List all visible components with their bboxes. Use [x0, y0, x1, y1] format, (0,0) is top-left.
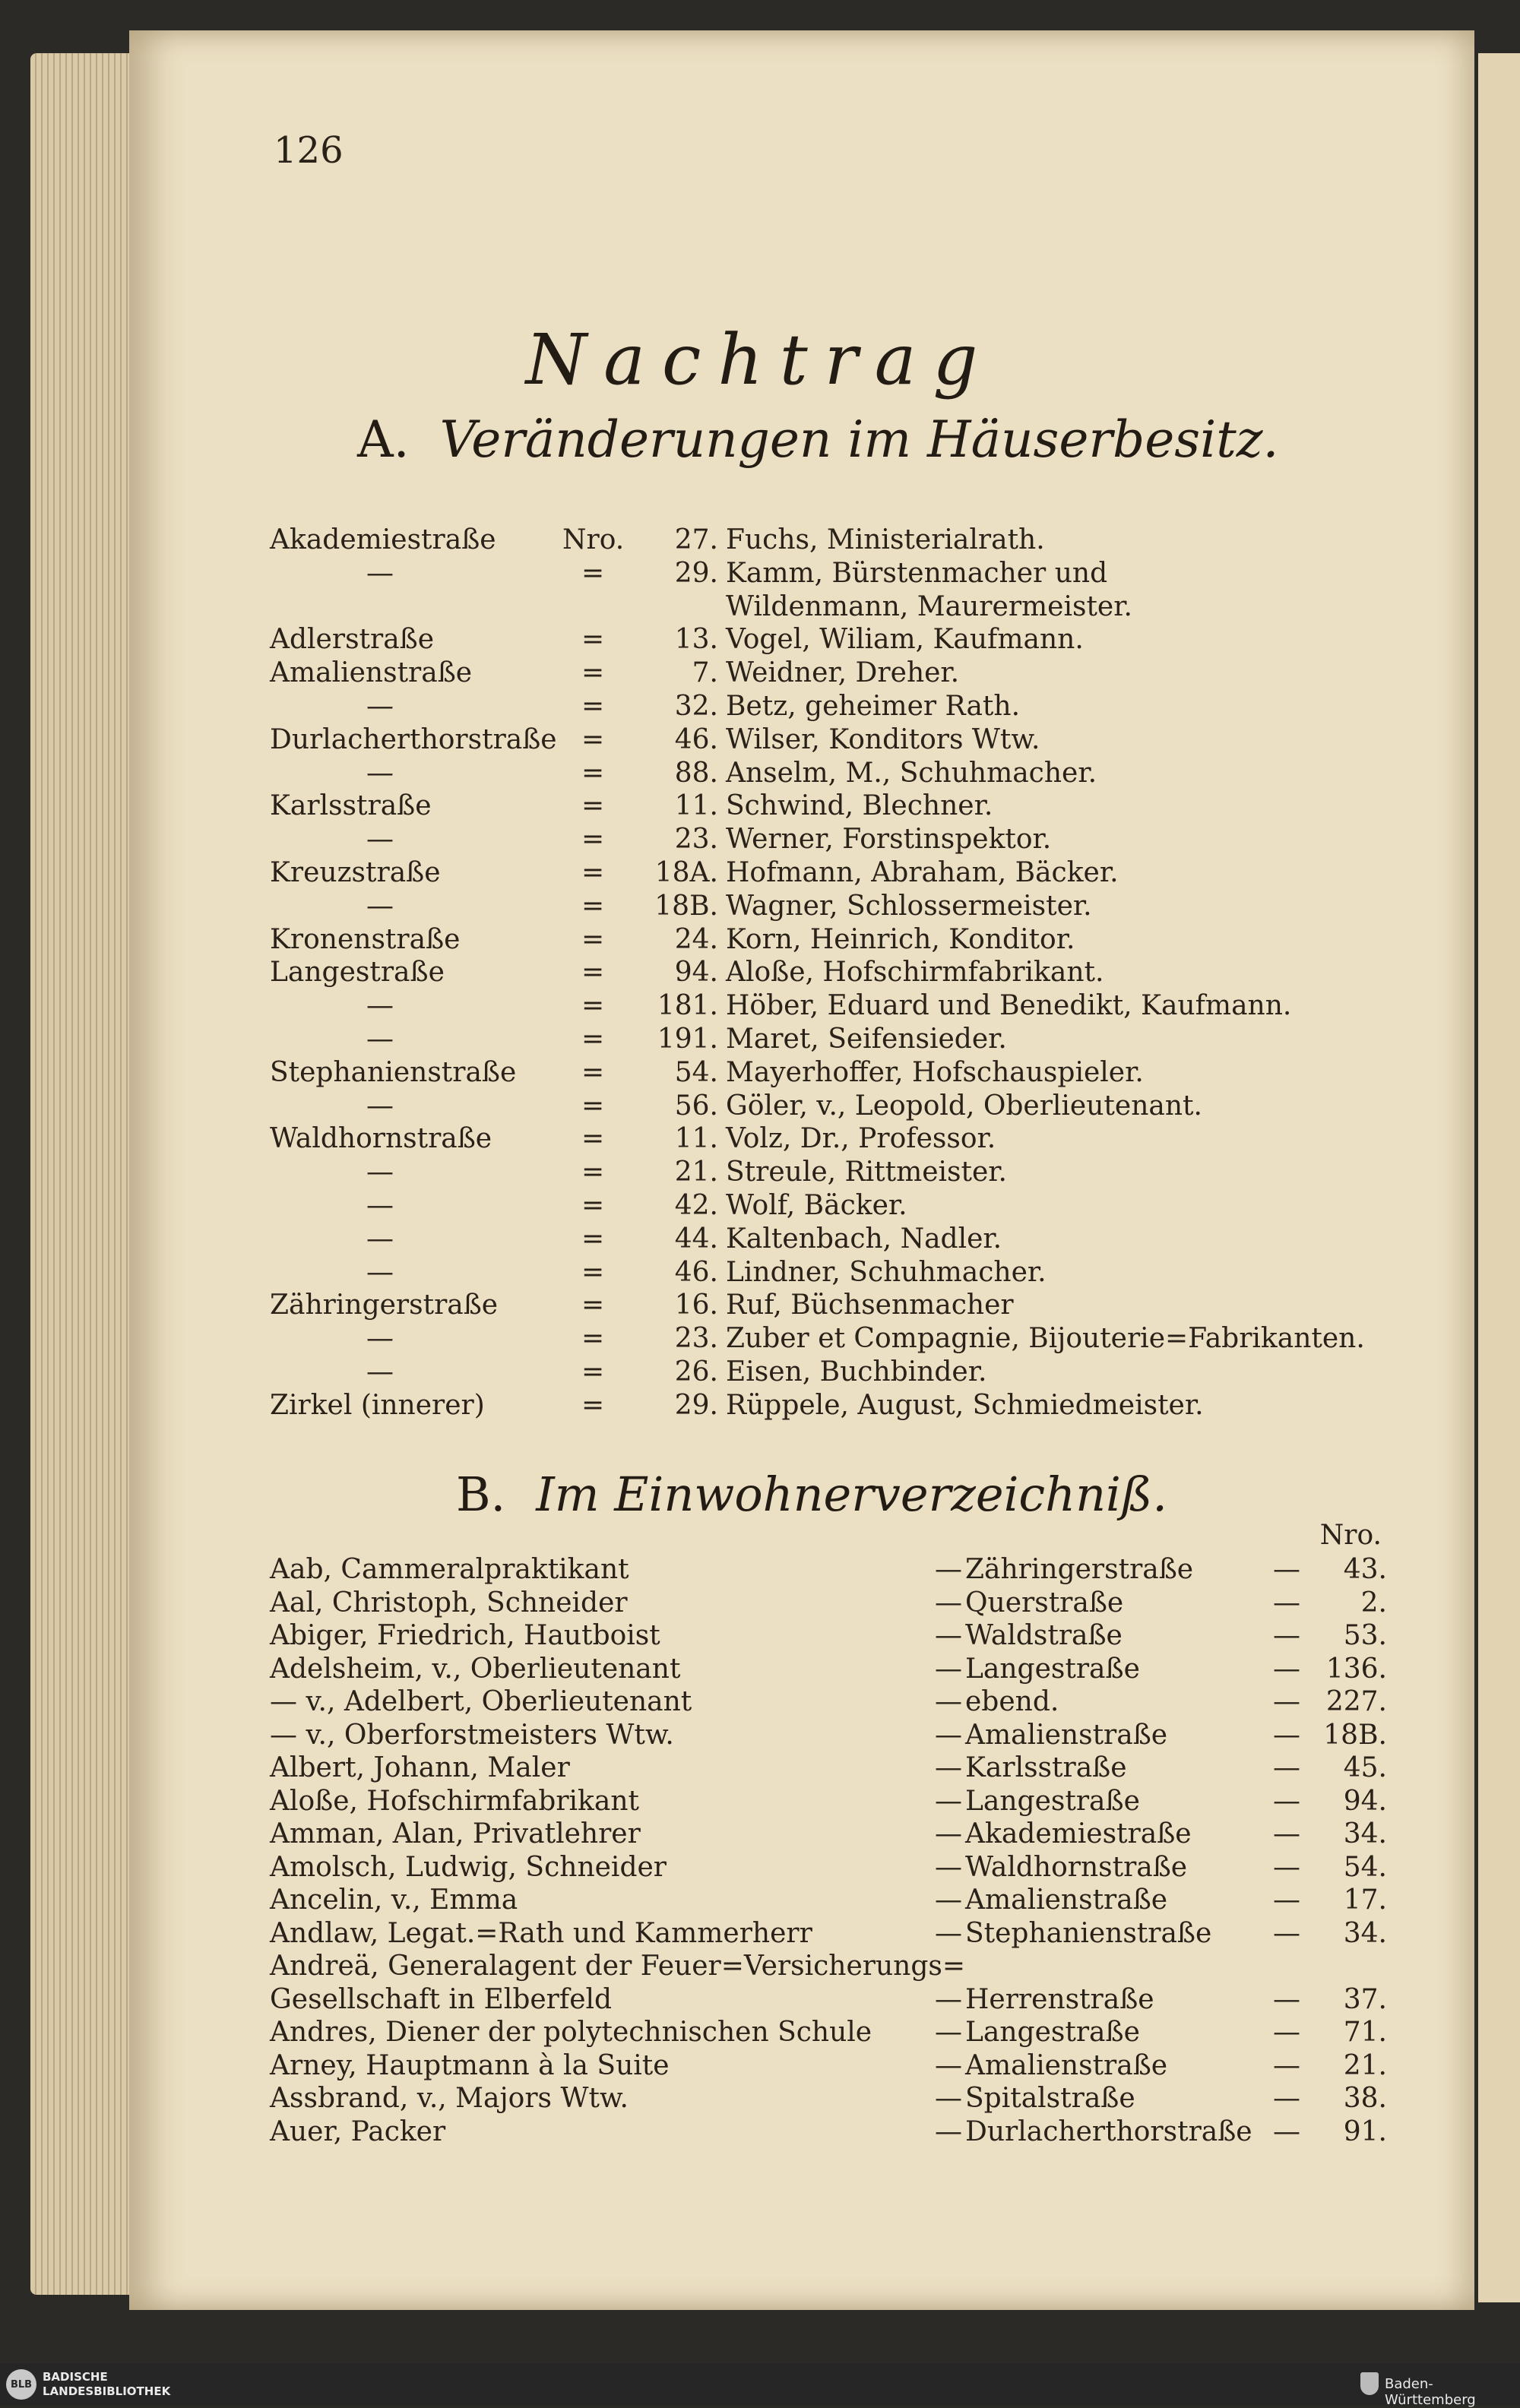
- house-number: 29.: [674, 1389, 718, 1421]
- resident-name: Ruf, Büchsenmacher: [726, 1289, 1014, 1321]
- separator-dash: —: [935, 1752, 962, 1783]
- list-item: [270, 2017, 1387, 2050]
- list-item: [270, 591, 1372, 625]
- resident-name: Aal, Christoph, Schneider: [270, 1587, 628, 1619]
- house-number: 53.: [1343, 1620, 1387, 1651]
- ditto-mark: =: [581, 923, 605, 955]
- house-number: 34.: [1343, 1818, 1387, 1850]
- separator-dash: —: [1273, 1917, 1300, 1949]
- street-name: Zirkel (innerer): [270, 1389, 485, 1421]
- ditto-mark: =: [581, 757, 605, 789]
- list-item: [270, 891, 1372, 924]
- separator-dash: —: [1273, 1719, 1300, 1751]
- street-name: Zähringerstraße: [270, 1289, 499, 1321]
- section-b-heading: [456, 1467, 1167, 1522]
- list-item: [270, 824, 1372, 857]
- street-name: Zähringerstraße: [965, 1554, 1194, 1585]
- separator-dash: —: [935, 1587, 962, 1619]
- list-item: [270, 1818, 1387, 1852]
- resident-name: Albert, Johann, Maler: [270, 1752, 570, 1783]
- resident-name: Adelsheim, v., Oberlieutenant: [270, 1653, 681, 1685]
- list-item: [270, 857, 1372, 891]
- ditto-mark: =: [581, 1090, 605, 1122]
- house-number: 71.: [1343, 2017, 1387, 2048]
- state-name: Baden-Württemberg: [1385, 2376, 1476, 2408]
- ditto-dash: —: [366, 1223, 394, 1255]
- house-number: 18A.: [654, 857, 718, 888]
- house-number: 21.: [674, 1157, 718, 1188]
- list-item: [270, 524, 1372, 558]
- separator-dash: —: [935, 1818, 962, 1850]
- separator-dash: —: [935, 1653, 962, 1685]
- nro-column-header: Nro.: [1319, 1520, 1382, 1551]
- ditto-mark: =: [581, 857, 605, 888]
- resident-name: Assbrand, v., Majors Wtw.: [270, 2083, 629, 2114]
- resident-name: Aab, Cammeralpraktikant: [270, 1554, 629, 1585]
- house-number: 11.: [674, 1123, 718, 1155]
- ditto-mark: =: [581, 1123, 605, 1155]
- resident-name: Maret, Seifensieder.: [726, 1024, 1007, 1055]
- house-number: 23.: [674, 1323, 718, 1355]
- house-number: 11.: [674, 790, 718, 822]
- ditto-dash: —: [366, 824, 394, 856]
- street-name: Waldhornstraße: [965, 1851, 1188, 1883]
- separator-dash: —: [935, 1620, 962, 1651]
- resident-name: Höber, Eduard und Benedikt, Kaufmann.: [726, 990, 1292, 1022]
- resident-name: Amman, Alan, Privatlehrer: [270, 1818, 641, 1850]
- street-name: Amalienstraße: [965, 2049, 1168, 2081]
- street-name: Langestraße: [965, 2017, 1140, 2048]
- separator-dash: —: [1273, 1686, 1300, 1717]
- house-number: 18B.: [1323, 1719, 1387, 1751]
- house-number: 17.: [1343, 1884, 1387, 1916]
- house-number: 23.: [674, 824, 718, 856]
- list-item: [270, 1356, 1372, 1390]
- list-item: [270, 758, 1372, 791]
- library-name-line1: BADISCHE: [43, 2370, 108, 2384]
- house-number: 18B.: [654, 890, 718, 922]
- resident-name: Kaltenbach, Nadler.: [726, 1223, 1002, 1255]
- street-name: Stephanienstraße: [965, 1917, 1212, 1949]
- ditto-dash: —: [366, 557, 394, 589]
- list-item: [270, 1190, 1372, 1223]
- street-name: Amalienstraße: [965, 1884, 1168, 1916]
- ditto-dash: —: [366, 1024, 394, 1055]
- ditto-mark: =: [581, 1389, 605, 1421]
- ditto-mark: =: [581, 723, 605, 755]
- resident-name: Gesellschaft in Elberfeld: [270, 1983, 613, 2015]
- street-name: Waldstraße: [965, 1620, 1123, 1651]
- ditto-dash: —: [366, 1323, 394, 1355]
- resident-name: Eisen, Buchbinder.: [726, 1356, 987, 1388]
- resident-name: Schwind, Blechner.: [726, 790, 993, 822]
- ditto-dash: —: [366, 757, 394, 789]
- ditto-dash: —: [366, 1356, 394, 1388]
- section-a-letter: A.: [357, 410, 410, 469]
- resident-name: Zuber et Compagnie, Bijouterie=Fabrikanten.: [726, 1323, 1365, 1355]
- separator-dash: —: [1273, 1752, 1300, 1783]
- separator-dash: —: [935, 1785, 962, 1817]
- separator-dash: —: [1273, 1884, 1300, 1916]
- resident-name: Rüppele, August, Schmiedmeister.: [726, 1389, 1204, 1421]
- list-item: [270, 1720, 1387, 1753]
- list-item: [270, 1620, 1387, 1653]
- resident-name: Werner, Forstinspektor.: [726, 824, 1052, 856]
- house-number: 42.: [674, 1190, 718, 1221]
- ditto-mark: =: [581, 624, 605, 656]
- street-name: Amalienstraße: [965, 1719, 1168, 1751]
- street-name: Adlerstraße: [270, 624, 435, 656]
- list-item: [270, 1157, 1372, 1190]
- section-a-heading: [357, 410, 1279, 469]
- list-item: [270, 1653, 1387, 1687]
- separator-dash: —: [1273, 1620, 1300, 1651]
- list-item: [270, 1323, 1372, 1356]
- resident-name: Aloße, Hofschirmfabrikant: [270, 1785, 639, 1817]
- ditto-mark: =: [581, 1289, 605, 1321]
- separator-dash: —: [1273, 1785, 1300, 1817]
- house-number: 56.: [674, 1090, 718, 1122]
- resident-name: Amolsch, Ludwig, Schneider: [270, 1851, 667, 1883]
- list-item: [270, 790, 1372, 824]
- house-number: 24.: [674, 923, 718, 955]
- street-name: Waldhornstraße: [270, 1123, 492, 1155]
- separator-dash: —: [935, 1686, 962, 1717]
- house-number: 37.: [1343, 1983, 1387, 2015]
- ditto-dash: —: [366, 890, 394, 922]
- list-item: [270, 2050, 1387, 2084]
- list-item: [270, 1951, 1387, 1984]
- resident-name: Andreä, Generalagent der Feuer=Versicherungs=: [270, 1951, 966, 1982]
- list-item: [270, 1123, 1372, 1157]
- house-number: 34.: [1343, 1917, 1387, 1949]
- separator-dash: —: [1273, 2049, 1300, 2081]
- house-number: 54.: [674, 1056, 718, 1088]
- resident-name: Ancelin, v., Emma: [270, 1884, 518, 1916]
- nro-label: Nro.: [562, 524, 625, 555]
- street-name: Karlsstraße: [965, 1752, 1127, 1783]
- separator-dash: —: [935, 1719, 962, 1751]
- street-name: Langestraße: [965, 1653, 1140, 1685]
- ditto-dash: —: [366, 691, 394, 722]
- list-item: [270, 2116, 1387, 2150]
- resident-name: Arney, Hauptmann à la Suite: [270, 2049, 670, 2081]
- street-name: Herrenstraße: [965, 1983, 1154, 2015]
- street-name: Amalienstraße: [270, 657, 473, 689]
- street-name: Karlsstraße: [270, 790, 432, 822]
- list-item: [270, 957, 1372, 990]
- list-item: [270, 1984, 1387, 2017]
- list-item: [270, 1587, 1387, 1621]
- list-item: [270, 558, 1372, 591]
- ditto-mark: =: [581, 890, 605, 922]
- ditto-mark: =: [581, 824, 605, 856]
- resident-name: Anselm, M., Schuhmacher.: [726, 757, 1097, 789]
- list-item: [270, 1390, 1372, 1423]
- street-name: Langestraße: [270, 957, 445, 989]
- house-number: 38.: [1343, 2083, 1387, 2114]
- list-item: [270, 1918, 1387, 1951]
- resident-name: Abiger, Friedrich, Hautboist: [270, 1620, 660, 1651]
- separator-dash: —: [1273, 1554, 1300, 1585]
- street-name: Querstraße: [965, 1587, 1124, 1619]
- house-number: 46.: [674, 1256, 718, 1288]
- separator-dash: —: [1273, 2017, 1300, 2048]
- list-item: [270, 1786, 1387, 1819]
- resident-name: Andres, Diener der polytechnischen Schule: [270, 2017, 872, 2048]
- resident-name: Wilser, Konditors Wtw.: [726, 723, 1040, 755]
- list-item: [270, 990, 1372, 1024]
- resident-name: Wildenmann, Maurermeister.: [726, 590, 1132, 622]
- house-number: 26.: [674, 1356, 718, 1388]
- ditto-dash: —: [366, 1157, 394, 1188]
- resident-name: Auer, Packer: [270, 2115, 446, 2147]
- library-name-line2: LANDESBIBLIOTHEK: [43, 2384, 171, 2398]
- resident-name: Betz, geheimer Rath.: [726, 691, 1021, 722]
- house-number: 43.: [1343, 1554, 1387, 1585]
- page-number: 126: [274, 129, 344, 172]
- ditto-mark: =: [581, 1157, 605, 1188]
- house-number: 46.: [674, 723, 718, 755]
- house-number: 94.: [674, 957, 718, 989]
- house-number: 227.: [1325, 1686, 1387, 1717]
- list-item: [270, 1057, 1372, 1090]
- house-number: 2.: [1360, 1587, 1387, 1619]
- resident-name: Göler, v., Leopold, Oberlieutenant.: [726, 1090, 1202, 1122]
- house-number: 32.: [674, 691, 718, 722]
- separator-dash: —: [935, 1884, 962, 1916]
- house-number: 88.: [674, 757, 718, 789]
- list-item: [270, 1024, 1372, 1057]
- house-number: 29.: [674, 557, 718, 589]
- house-number: 191.: [657, 1024, 718, 1055]
- separator-dash: —: [935, 2115, 962, 2147]
- separator-dash: —: [1273, 1983, 1300, 2015]
- list-item: [270, 1752, 1387, 1786]
- separator-dash: —: [1273, 1851, 1300, 1883]
- house-number: 7.: [692, 657, 718, 689]
- resident-name: Andlaw, Legat.=Rath und Kammerherr: [270, 1917, 812, 1949]
- separator-dash: —: [935, 2049, 962, 2081]
- house-number: 13.: [674, 624, 718, 656]
- ditto-mark: =: [581, 1190, 605, 1221]
- ditto-mark: =: [581, 1256, 605, 1288]
- ditto-dash: —: [366, 990, 394, 1022]
- street-name: Langestraße: [965, 1785, 1140, 1817]
- section-b-title: Im Einwohnerverzeichniß.: [536, 1467, 1167, 1522]
- ditto-mark: =: [581, 691, 605, 722]
- house-number: 94.: [1343, 1785, 1387, 1817]
- street-name: Durlacherthorstraße: [270, 723, 557, 755]
- ditto-mark: =: [581, 1223, 605, 1255]
- resident-name: Kamm, Bürstenmacher und: [726, 557, 1108, 589]
- coat-of-arms-icon: [1360, 2372, 1379, 2395]
- house-number: 44.: [674, 1223, 718, 1255]
- resident-name: — v., Oberforstmeisters Wtw.: [270, 1719, 674, 1751]
- resident-name: Hofmann, Abraham, Bäcker.: [726, 857, 1119, 888]
- list-item: [270, 1257, 1372, 1290]
- resident-name: Vogel, Wiliam, Kaufmann.: [726, 624, 1084, 656]
- ditto-mark: =: [581, 1323, 605, 1355]
- ditto-dash: —: [366, 1256, 394, 1288]
- house-number: 91.: [1343, 2115, 1387, 2147]
- section-a-title: Veränderungen im Häuserbesitz.: [439, 410, 1279, 469]
- separator-dash: —: [1273, 2115, 1300, 2147]
- house-number: 21.: [1343, 2049, 1387, 2081]
- separator-dash: —: [935, 1917, 962, 1949]
- list-item: [270, 1884, 1387, 1918]
- list-item: [270, 691, 1372, 724]
- resident-name: Aloße, Hofschirmfabrikant.: [726, 957, 1104, 989]
- resident-name: Wagner, Schlossermeister.: [726, 890, 1092, 922]
- resident-name: — v., Adelbert, Oberlieutenant: [270, 1686, 692, 1717]
- separator-dash: —: [935, 1851, 962, 1883]
- separator-dash: —: [935, 1554, 962, 1585]
- house-number: 181.: [657, 990, 718, 1022]
- ditto-mark: =: [581, 1024, 605, 1055]
- ditto-dash: —: [366, 1090, 394, 1122]
- street-name: Spitalstraße: [965, 2083, 1135, 2114]
- street-name: Stephanienstraße: [270, 1056, 517, 1088]
- resident-name: Mayerhoffer, Hofschauspieler.: [726, 1056, 1144, 1088]
- house-number: 27.: [674, 524, 718, 555]
- section-b-letter: B.: [456, 1467, 506, 1522]
- library-name: [43, 2370, 170, 2399]
- list-item: [270, 624, 1372, 657]
- list-item: [270, 1090, 1372, 1124]
- resident-name: Volz, Dr., Professor.: [726, 1123, 996, 1155]
- house-number: 136.: [1325, 1653, 1387, 1685]
- separator-dash: —: [1273, 1587, 1300, 1619]
- ditto-dash: —: [366, 1190, 394, 1221]
- ditto-mark: =: [581, 790, 605, 822]
- ditto-mark: =: [581, 1056, 605, 1088]
- house-number: 54.: [1343, 1851, 1387, 1883]
- resident-name: Weidner, Dreher.: [726, 657, 960, 689]
- separator-dash: —: [1273, 1818, 1300, 1850]
- ditto-mark: =: [581, 957, 605, 989]
- list-item: [270, 1852, 1387, 1885]
- street-name: Kronenstraße: [270, 923, 461, 955]
- list-item: [270, 724, 1372, 758]
- separator-dash: —: [1273, 1653, 1300, 1685]
- street-name: ebend.: [965, 1686, 1059, 1717]
- list-item: [270, 1554, 1387, 1587]
- ditto-mark: =: [581, 1356, 605, 1388]
- street-name: Kreuzstraße: [270, 857, 441, 888]
- separator-dash: —: [935, 1983, 962, 2015]
- separator-dash: —: [1273, 2083, 1300, 2114]
- resident-name: Wolf, Bäcker.: [726, 1190, 907, 1221]
- ditto-mark: =: [581, 990, 605, 1022]
- separator-dash: —: [935, 2017, 962, 2048]
- ditto-mark: =: [581, 557, 605, 589]
- list-item: [270, 924, 1372, 957]
- separator-dash: —: [935, 2083, 962, 2114]
- resident-name: Korn, Heinrich, Konditor.: [726, 923, 1075, 955]
- list-item: [270, 657, 1372, 691]
- footer-bar: [0, 2363, 1520, 2408]
- house-number: 45.: [1343, 1752, 1387, 1783]
- list-item: [270, 1223, 1372, 1257]
- blb-logo-icon: BLB: [6, 2369, 36, 2400]
- page-heading: Nachtrag: [525, 319, 995, 400]
- street-name: Durlacherthorstraße: [965, 2115, 1252, 2147]
- ditto-mark: =: [581, 657, 605, 689]
- street-name: Akademiestraße: [965, 1818, 1192, 1850]
- list-item: [270, 1289, 1372, 1323]
- resident-name: Fuchs, Ministerialrath.: [726, 524, 1045, 555]
- resident-name: Lindner, Schuhmacher.: [726, 1256, 1047, 1288]
- house-number: 16.: [674, 1289, 718, 1321]
- list-item: [270, 1686, 1387, 1720]
- resident-name: Streule, Rittmeister.: [726, 1157, 1007, 1188]
- list-item: [270, 2083, 1387, 2116]
- street-name: Akademiestraße: [270, 524, 496, 555]
